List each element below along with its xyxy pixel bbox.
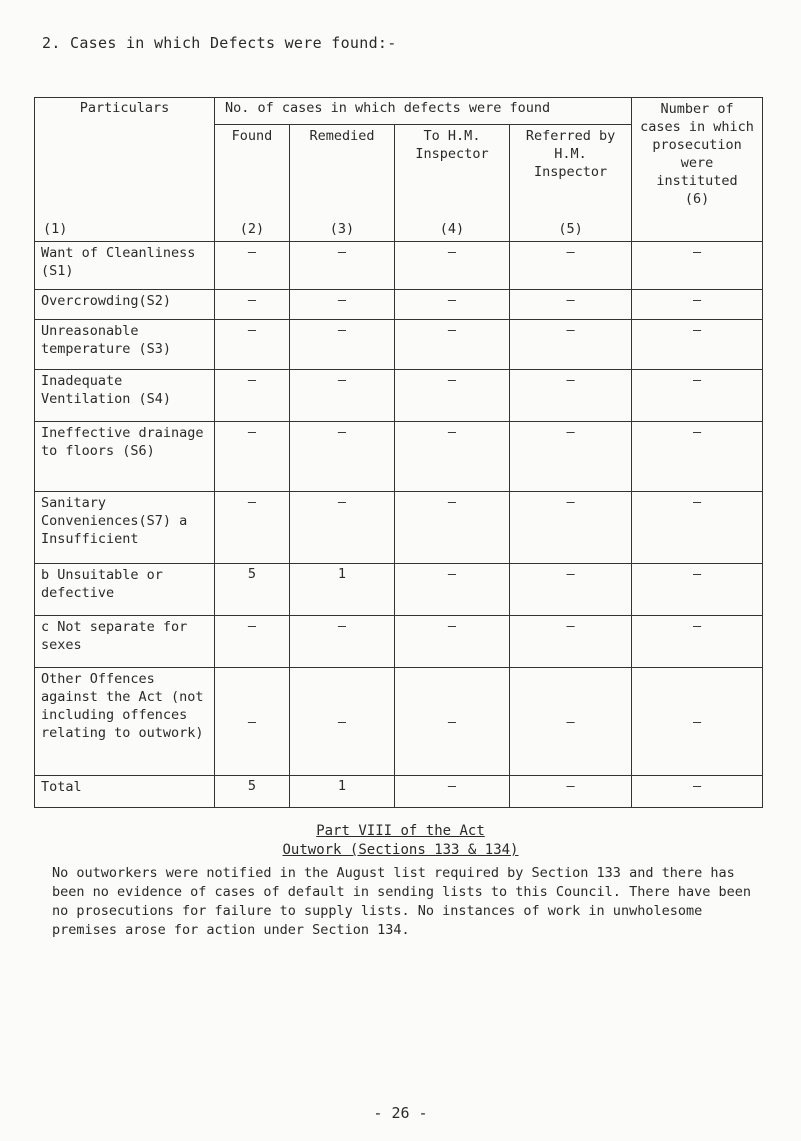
part-subtitle: Outwork (Sections 133 & 134) (282, 842, 519, 858)
row-label: Unreasonable temperature (S3) (35, 320, 215, 370)
cell: – (632, 492, 763, 564)
cell: – (395, 492, 510, 564)
cell: – (510, 320, 632, 370)
row-label: b Unsuitable or defective (35, 564, 215, 616)
cell: – (632, 776, 763, 808)
cell: – (395, 668, 510, 776)
row-label: Other Offences against the Act (not including offences relating to outwork) (35, 668, 215, 776)
cell: – (290, 422, 395, 492)
cell: – (290, 370, 395, 422)
cell: – (510, 616, 632, 668)
table-row (35, 370, 763, 422)
row-label: c Not separate for sexes (35, 616, 215, 668)
cell: – (395, 422, 510, 492)
col-to-inspector-header: To H.M. Inspector (4) (395, 125, 510, 242)
section-heading: 2. Cases in which Defects were found:- (42, 34, 397, 52)
cell: – (215, 242, 290, 290)
cell: – (632, 370, 763, 422)
row-label: Ineffective drainage to floors (S6) (35, 422, 215, 492)
cell: – (215, 422, 290, 492)
cell: – (632, 242, 763, 290)
particulars-header: Particulars (1) (35, 98, 215, 242)
cell: – (510, 290, 632, 320)
table-row (35, 422, 763, 492)
cell: – (290, 320, 395, 370)
outwork-paragraph (52, 864, 762, 940)
cell: – (395, 320, 510, 370)
cell: – (395, 616, 510, 668)
cell: – (510, 564, 632, 616)
cell: – (632, 290, 763, 320)
cell: – (395, 776, 510, 808)
row-label: Overcrowding(S2) (35, 290, 215, 320)
table-row (35, 242, 763, 290)
row-label: Want of Cleanliness (S1) (35, 242, 215, 290)
cell: – (215, 370, 290, 422)
table-row (35, 564, 763, 616)
cell: – (395, 242, 510, 290)
cell: – (510, 422, 632, 492)
cell: – (510, 370, 632, 422)
cell: – (215, 492, 290, 564)
cell: – (290, 290, 395, 320)
group-header: No. of cases in which defects were found (215, 98, 632, 125)
page-number: - 26 - (373, 1104, 428, 1122)
row-label: Sanitary Conveniences(S7) a Insufficient (35, 492, 215, 564)
cell: – (395, 564, 510, 616)
col-referred-header: Referred by H.M. Inspector (5) (510, 125, 632, 242)
cell: – (290, 616, 395, 668)
table-row (35, 616, 763, 668)
row-label: Total (35, 776, 215, 808)
cell: – (395, 290, 510, 320)
cell: – (215, 616, 290, 668)
cell: – (632, 668, 763, 776)
cell: 5 (215, 776, 290, 808)
table-row (35, 290, 763, 320)
table-row-total (35, 776, 763, 808)
row-label: Inadequate Ventilation (S4) (35, 370, 215, 422)
cell: – (290, 668, 395, 776)
cell: – (632, 564, 763, 616)
table-row (35, 492, 763, 564)
cell: 1 (290, 564, 395, 616)
cell: 1 (290, 776, 395, 808)
cell: – (215, 668, 290, 776)
cell: – (395, 370, 510, 422)
cell: 5 (215, 564, 290, 616)
prosecution-header: Number of cases in which prosecution were instituted (6) (632, 98, 763, 242)
table-row (35, 320, 763, 370)
cell: – (510, 668, 632, 776)
cell: – (510, 242, 632, 290)
col-found-header: Found (2) (215, 125, 290, 242)
table-row (35, 668, 763, 776)
col-remedied-header: Remedied (3) (290, 125, 395, 242)
cell: – (215, 320, 290, 370)
defects-table (34, 97, 763, 808)
cell: – (632, 422, 763, 492)
cell: – (290, 492, 395, 564)
cell: – (632, 616, 763, 668)
paragraph-text: No outworkers were notified in the August list required by Section 133 and there has been no evidence of cases of default in sending lists to this Council. There have been no prosecutions for failure to supply lists. No instances of work in unwholesome premises arose for action under Section 134. (52, 865, 751, 938)
cell: – (632, 320, 763, 370)
part-title: Part VIII of the Act (316, 823, 485, 839)
cell: – (510, 776, 632, 808)
cell: – (215, 290, 290, 320)
cell: – (290, 242, 395, 290)
cell: – (510, 492, 632, 564)
